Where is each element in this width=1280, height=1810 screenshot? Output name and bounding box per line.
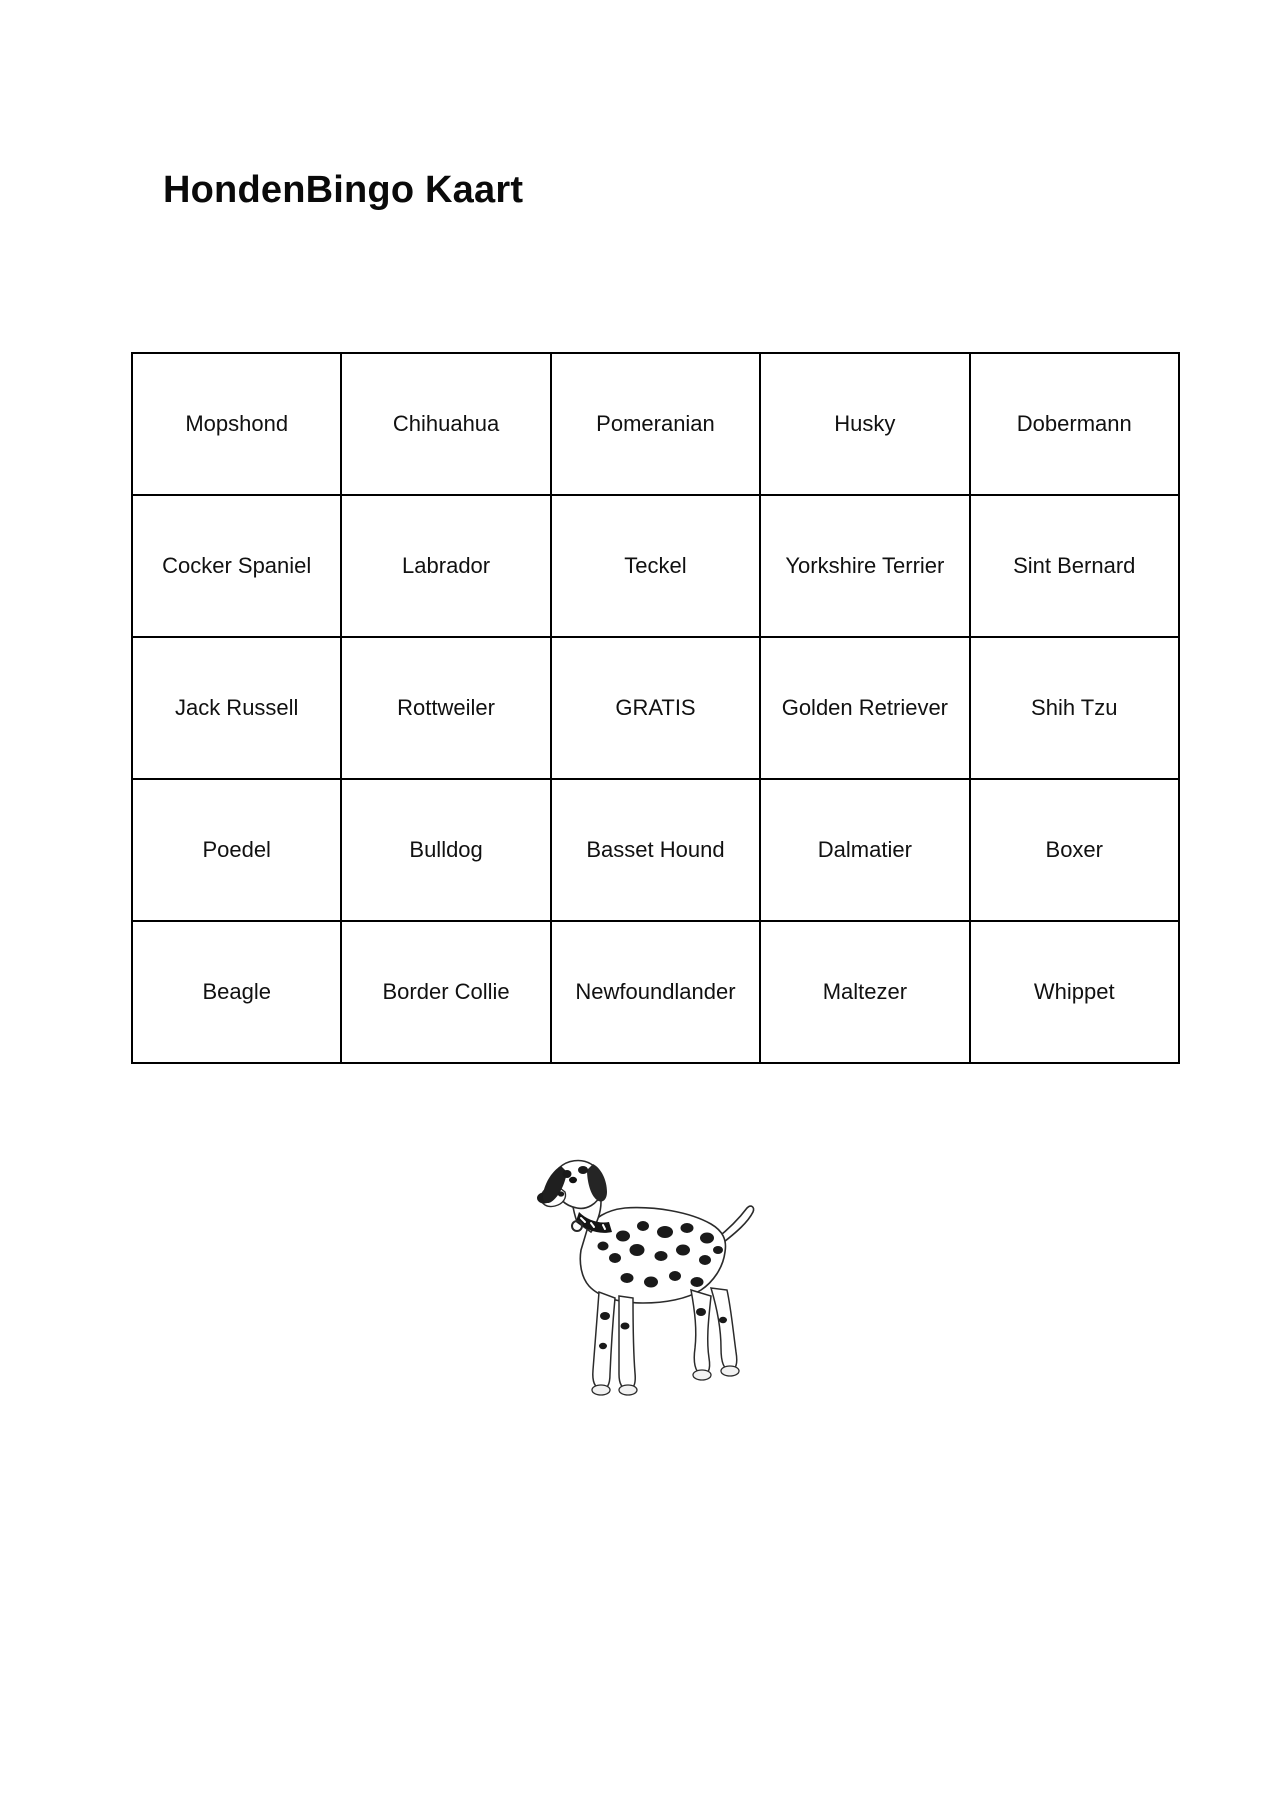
bingo-cell[interactable]: Chihuahua (341, 353, 550, 495)
bingo-cell[interactable]: Teckel (551, 495, 760, 637)
bingo-cell[interactable]: Husky (760, 353, 969, 495)
bingo-cell[interactable]: Dalmatier (760, 779, 969, 921)
bingo-row (132, 779, 1179, 921)
bingo-cell[interactable]: Sint Bernard (970, 495, 1179, 637)
bingo-cell[interactable]: Newfoundlander (551, 921, 760, 1063)
bingo-cell[interactable]: Whippet (970, 921, 1179, 1063)
bingo-cell[interactable]: Pomeranian (551, 353, 760, 495)
bingo-row (132, 921, 1179, 1063)
bingo-cell[interactable]: Labrador (341, 495, 550, 637)
bingo-cell[interactable]: Rottweiler (341, 637, 550, 779)
bingo-cell[interactable]: Shih Tzu (970, 637, 1179, 779)
bingo-row (132, 637, 1179, 779)
bingo-cell[interactable]: Border Collie (341, 921, 550, 1063)
bingo-cell[interactable]: Beagle (132, 921, 341, 1063)
bingo-grid (131, 352, 1180, 1064)
bingo-cell[interactable]: Yorkshire Terrier (760, 495, 969, 637)
bingo-cell[interactable]: Bulldog (341, 779, 550, 921)
bingo-cell-free-space[interactable]: GRATIS (551, 637, 760, 779)
bingo-cell[interactable]: Cocker Spaniel (132, 495, 341, 637)
bingo-cell[interactable]: Basset Hound (551, 779, 760, 921)
bingo-row (132, 353, 1179, 495)
bingo-cell[interactable]: Boxer (970, 779, 1179, 921)
bingo-cell[interactable]: Dobermann (970, 353, 1179, 495)
bingo-cell[interactable]: Mopshond (132, 353, 341, 495)
bingo-cell[interactable]: Golden Retriever (760, 637, 969, 779)
dalmatian-photo (515, 1140, 770, 1445)
bingo-cell[interactable]: Poedel (132, 779, 341, 921)
page-title: HondenBingo Kaart (163, 169, 524, 212)
bingo-cell[interactable]: Jack Russell (132, 637, 341, 779)
bingo-cell[interactable]: Maltezer (760, 921, 969, 1063)
bingo-row (132, 495, 1179, 637)
